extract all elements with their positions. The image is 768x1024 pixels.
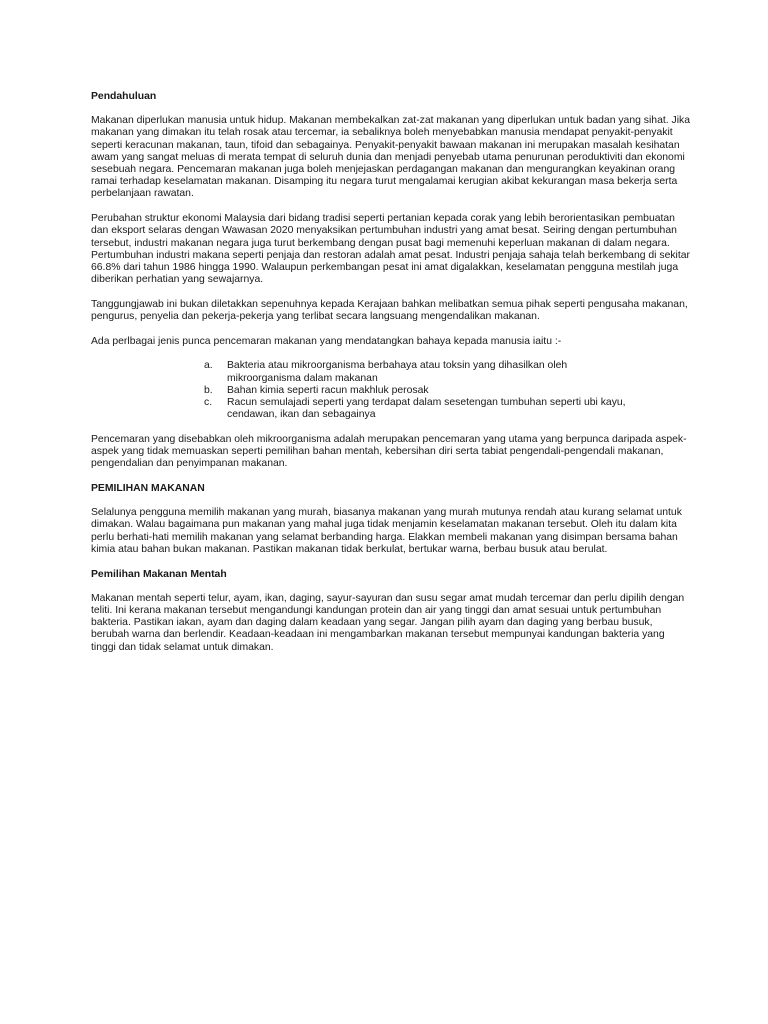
- list-marker: b.: [204, 384, 213, 396]
- list-item-text: Bahan kimia seperti racun makhluk perosak: [227, 384, 429, 396]
- section-heading-makanan-mentah: Pemilihan Makanan Mentah: [91, 568, 227, 580]
- section-heading-pemilihan-makanan: PEMILIHAN MAKANAN: [91, 483, 205, 495]
- paragraph-intro-1: Makanan diperlukan manusia untuk hidup. Makanan membekalkan zat-zat makanan yang diperlukan untuk badan yang sihat. Jika makanan yang dimakan itu telah rosak atau tercemar, ia sebaliknya boleh menyebabkan manusia mendapat penyakit-penyakit seperti keracunan makanan, taun, tifoid dan sebagainya. Penyakit-penyakit bawaan makanan ini merupakan masalah kesihatan awam yang sangat meluas di merata tempat di seluruh dunia dan menjadi penyebab utama penurunan peroduktiviti dan ekonomi sesebuah negara. Pencemaran makanan juga boleh menjejaskan perdagangan makanan dan mengurangkan keyakinan orang ramai terhadap keselamatan makanan. Disamping itu negara turut mengalamai kerugian akibat kekurangan masa bekerja serta perbelanjaan rawatan.: [91, 115, 690, 200]
- document-page: [91, 91, 691, 654]
- list-item-text: mikroorganisma dalam makanan: [227, 372, 378, 384]
- list-marker: c.: [204, 397, 213, 409]
- paragraph-contamination-closing: Pencemaran yang disebabkan oleh mikroorganisma adalah merupakan pencemaran yang utama yang berpunca daripada aspek-aspek yang tidak memuaskan seperti pemilihan bahan mentah, kebersihan diri serta tabiat pengendali-pengendali makanan, pengendalian dan penyimpanan makanan.: [91, 433, 687, 470]
- list-item-b: [91, 385, 691, 397]
- list-item-a: [91, 360, 691, 384]
- paragraph-intro-4: Ada perlbagai jenis punca pencemaran makanan yang mendatangkan bahaya kepada manusia iaitu :-: [91, 335, 562, 347]
- list-marker: a.: [204, 360, 213, 372]
- section-heading-pendahuluan: Pendahuluan: [91, 91, 157, 102]
- list-item-c: [91, 397, 691, 421]
- paragraph-makanan-mentah: Makanan mentah seperti telur, ayam, ikan, daging, sayur-sayuran dan susu segar amat mudah tercemar dan perlu dipilih dengan teliti. Ini kerana makanan tersebut mengandungi kandungan protein dan air yang tinggi dan amat sesuai untuk pertumbuhan bakteria. Pastikan iakan, ayam dan daging dalam keadaan yang segar. Jangan pilih ayam dan daging yang berbau busuk, berubah warna dan berlendir. Keadaan-keadaan ini mengambarkan makanan tersebut mempunyai kandungan bakteria yang tinggi dan tidak selamat untuk dimakan.: [91, 592, 685, 653]
- paragraph-intro-2: Perubahan struktur ekonomi Malaysia dari bidang tradisi seperti pertanian kepada corak yang lebih berorientasikan pembuatan dan eksport selaras dengan Wawasan 2020 menyaksikan pertumbuhan industri yang amat besat. Seiring dengan pertumbuhan tersebut, industri makanan negara juga turut berkembang dengan pusat bagi memenuhi keperluan makanan di dalam negara. Pertumbuhan industri makana seperti penjaja dan restoran adalah amat pesat. Industri penjaja sahaja telah berkembang di sekitar 66.8% dari tahun 1986 hingga 1990. Walaupun perkembangan pesat ini amat digalakkan, keselamatan pengguna mestilah juga diberikan perhatian yang sewajarnya.: [91, 213, 690, 286]
- list-item-text: cendawan, ikan dan sebagainya: [227, 409, 376, 421]
- contamination-source-list: [91, 360, 691, 421]
- paragraph-pemilihan-makanan: Selalunya pengguna memilih makanan yang murah, biasanya makanan yang murah mutunya rendah atau kurang selamat untuk dimakan. Walau bagaimana pun makanan yang mahal juga tidak menjamin keselamatan makanan tersebut. Oleh itu dalam kita perlu berhati-hati memilih makanan yang selamat berbanding harga. Elakkan membeli makanan yang disimpan bersama bahan kimia atau bahan bukan makanan. Pastikan makanan tidak berkulat, bertukar warna, berbau busuk atau berulat.: [91, 507, 682, 555]
- list-item-text: Racun semulajadi seperti yang terdapat dalam sesetengan tumbuhan seperti ubi kayu,: [227, 397, 626, 409]
- paragraph-intro-3: Tanggungjawab ini bukan diletakkan sepenuhnya kepada Kerajaan bahkan melibatkan semua pihak seperti pengusaha makanan, pengurus, penyelia dan pekerja-pekerja yang terlibat secara langsuang mengendalikan makanan.: [91, 298, 688, 323]
- list-item-text: Bakteria atau mikroorganisma berbahaya atau toksin yang dihasilkan oleh: [227, 360, 568, 372]
